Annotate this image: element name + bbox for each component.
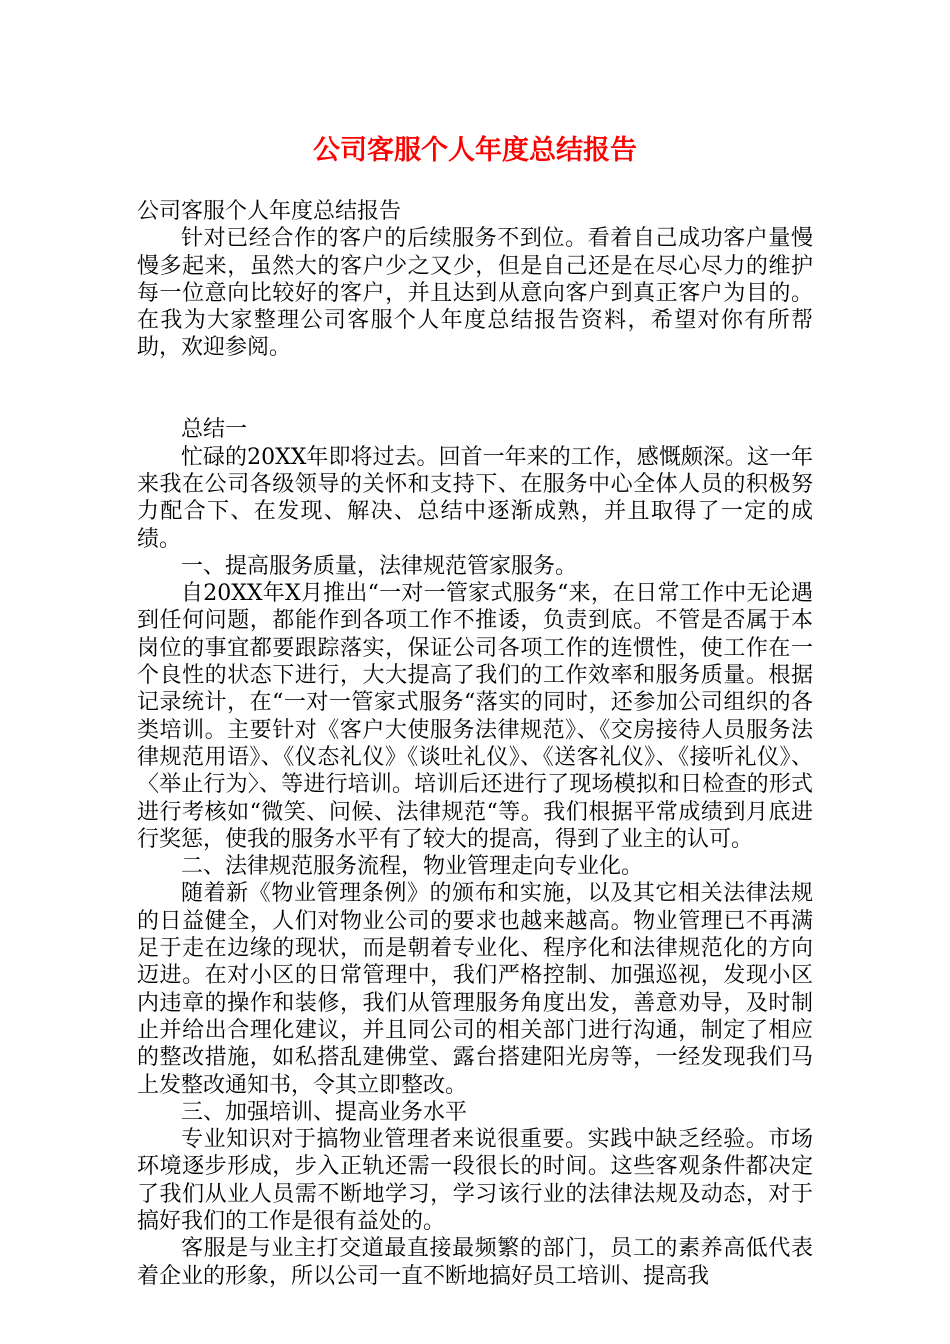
document-subtitle: 公司客服个人年度总结报告 <box>137 199 402 224</box>
body-paragraph: 自20XX年X月推出“一对一管家式服务“来，在日常工作中无论遇到任何问题，都能作到各项工作不推诿，负责到底。不管是否属于本岗位的事宜都要跟踪落实，保证公司各项工作的连惯性，使工作在一个良性的状态下进行，大大提高了我们的工作效率和服务质量。根据记录统计，在“一对一管家式服务“落实的同时，还参加公司组织的各类培训。主要针对《客户大使服务法律规范》、《交房接待人员服务法律规范用语》、《仪态礼仪》《谈吐礼仪》、《送客礼仪》、《接听礼仪》、〈举止行为〉、等进行培训。培训后还进行了现场模拟和日检查的形式进行考核如“微笑、问候、法律规范“等。我们根据平常成绩到月底进行奖惩，使我的服务水平有了较大的提高，得到了业主的认可。 <box>137 581 813 852</box>
document-title: 公司客服个人年度总结报告 <box>313 135 637 166</box>
body-paragraph: 忙碌的20XX年即将过去。回首一年来的工作，感慨颇深。这一年来我在公司各级领导的关怀和支持下、在服务中心全体人员的积极努力配合下、在发现、解决、总结中逐渐成熟，并且取得了一定的成绩。 <box>137 444 813 552</box>
subsection-heading-1: 一、提高服务质量，法律规范管家服务。 <box>181 553 578 579</box>
body-paragraph: 客服是与业主打交道最直接最频繁的部门，员工的素养高低代表着企业的形象，所以公司一直不断地搞好员工培训、提高我 <box>137 1236 813 1289</box>
document-body <box>137 198 813 1290</box>
subsection-heading-2: 二、法律规范服务流程，物业管理走向专业化。 <box>181 854 644 880</box>
section-heading: 总结一 <box>181 417 248 443</box>
subsection-heading-3: 三、加强培训、提高业务水平 <box>181 1099 468 1125</box>
intro-paragraph: 针对已经合作的客户的后续服务不到位。看着自己成功客户量慢慢多起来，虽然大的客户少之又少，但是自己还是在尽心尽力的维护每一位意向比较好的客户，并且达到从意向客户到真正客户为目的。在我为大家整理公司客服个人年度总结报告资料，希望对你有所帮助，欢迎参阅。 <box>137 226 813 361</box>
paragraph-spacer <box>137 362 813 417</box>
body-paragraph: 随着新《物业管理条例》的颁布和实施，以及其它相关法律法规的日益健全，人们对物业公司的要求也越来越高。物业管理已不再满足于走在边缘的现状，而是朝着专业化、程序化和法律规范化的方向迈进。在对小区的日常管理中，我们严格控制、加强巡视，发现小区内违章的操作和装修，我们从管理服务角度出发，善意劝导，及时制止并给出合理化建议，并且同公司的相关部门进行沟通，制定了相应的整改措施，如私搭乱建佛堂、露台搭建阳光房等，一经发现我们马上发整改通知书，令其立即整改。 <box>137 881 813 1098</box>
body-paragraph: 专业知识对于搞物业管理者来说很重要。实践中缺乏经验。市场环境逐步形成，步入正轨还需一段很长的时间。这些客观条件都决定了我们从业人员需不断地学习，学习该行业的法律法规及动态，对于搞好我们的工作是很有益处的。 <box>137 1127 813 1234</box>
